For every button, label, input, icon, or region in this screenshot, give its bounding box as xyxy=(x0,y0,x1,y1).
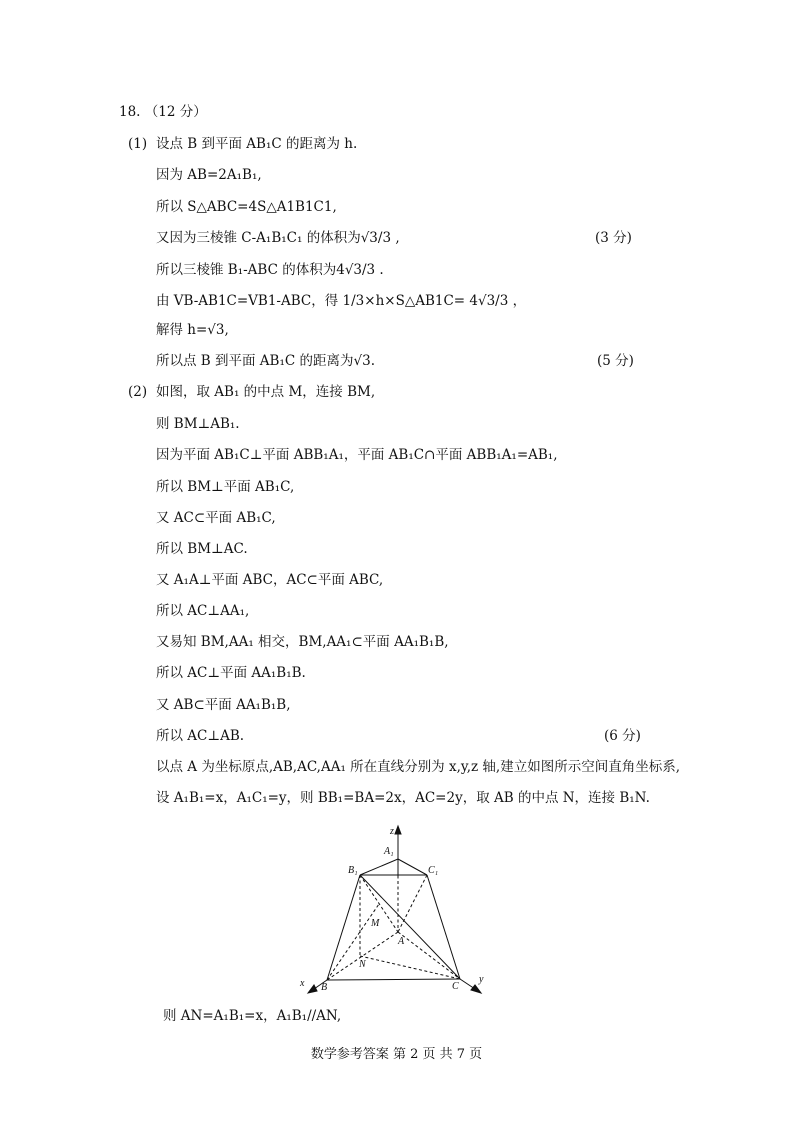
label-B1: B₁ xyxy=(348,865,358,876)
x-arrow xyxy=(308,985,317,993)
points-label: (6 分) xyxy=(604,728,641,744)
part1-line: 所以点 B 到平面 AB₁C 的距离为√3. xyxy=(156,353,375,369)
label-M: M xyxy=(371,918,380,929)
label-N: N xyxy=(359,959,366,970)
part2-line: 如图，取 AB₁ 的中点 M，连接 BM, xyxy=(156,384,376,400)
part1-line: 解得 h=√3, xyxy=(156,322,229,338)
part1-label: (1) xyxy=(128,136,148,152)
edge-N-C xyxy=(360,956,460,979)
edge-B-C xyxy=(327,979,460,980)
part1-line: 因为 AB=2A₁B₁, xyxy=(156,167,262,183)
points-label: (5 分) xyxy=(597,353,634,369)
edge-C-C1 xyxy=(427,875,460,979)
part1-line: 由 VB-AB1C=VB1-ABC，得 1/3×h×S△AB1C= 4√3/3 ， xyxy=(156,293,527,309)
part2-line: 又 A₁A⊥平面 ABC，AC⊂平面 ABC, xyxy=(156,572,384,588)
label-A1: A₁ xyxy=(384,846,394,857)
label-C1: C₁ xyxy=(428,865,439,876)
edge-B-B1 xyxy=(327,875,360,980)
part2-line: 所以 BM⊥平面 AB₁C, xyxy=(156,479,295,495)
problem-header: 18. （12 分） xyxy=(119,104,207,120)
part2-line: 又易知 BM,AA₁ 相交，BM,AA₁⊂平面 AA₁B₁B, xyxy=(156,634,449,650)
part2-line: 因为平面 AB₁C⊥平面 ABB₁A₁，平面 AB₁C∩平面 ABB₁A₁=AB₁, xyxy=(156,447,558,463)
part2-line: 所以 AC⊥AB. xyxy=(156,728,245,744)
part2-line: 所以 AC⊥AA₁, xyxy=(156,603,250,619)
part2-label: (2) xyxy=(128,384,148,400)
z-arrow xyxy=(395,826,401,834)
y-arrow xyxy=(471,985,481,993)
label-A: A xyxy=(398,936,405,947)
part2-line: 所以 BM⊥AC. xyxy=(156,541,248,557)
part2-line: 所以 AC⊥平面 AA₁B₁B. xyxy=(156,665,306,681)
label-B: B xyxy=(321,982,328,993)
part1-line: 所以三棱锥 B₁-ABC 的体积为4√3/3 . xyxy=(156,262,384,278)
part2-line: 设 A₁B₁=x，A₁C₁=y，则 BB₁=BA=2x，AC=2y，取 AB 的中点 N，连接 B₁N. xyxy=(156,790,650,806)
edge-A1-C1 xyxy=(398,859,427,875)
label-x: x xyxy=(300,978,305,989)
part1-line: 所以 S△ABC=4S△A1B1C1, xyxy=(156,199,337,215)
part2-line: 又 AC⊂平面 AB₁C, xyxy=(156,510,276,526)
part1-line: 设点 B 到平面 AB₁C 的距离为 h. xyxy=(156,136,358,152)
edge-A-B xyxy=(327,932,398,980)
prism-figure xyxy=(290,822,505,1002)
label-C: C xyxy=(452,981,459,992)
edge-C1-C-inner xyxy=(398,875,427,932)
edge-B1-A1 xyxy=(360,859,398,875)
label-y: y xyxy=(479,974,484,985)
part1-line: 又因为三棱锥 C-A₁B₁C₁ 的体积为√3/3 , xyxy=(156,230,400,246)
part2-line: 以点 A 为坐标原点,AB,AC,AA₁ 所在直线分别为 x,y,z 轴,建立如图所示空间直角坐标系, xyxy=(156,759,680,775)
part2-line: 则 BM⊥AB₁. xyxy=(156,416,240,432)
edge-A-C xyxy=(398,932,460,979)
points-label: (3 分) xyxy=(595,230,632,246)
page-footer: 数学参考答案 第 2 页 共 7 页 xyxy=(310,1047,483,1062)
label-z: z xyxy=(390,826,394,837)
part2-line: 则 AN=A₁B₁=x，A₁B₁//AN, xyxy=(163,1008,342,1024)
part2-line: 又 AB⊂平面 AA₁B₁B, xyxy=(156,697,291,713)
edge-B-M xyxy=(327,904,379,980)
